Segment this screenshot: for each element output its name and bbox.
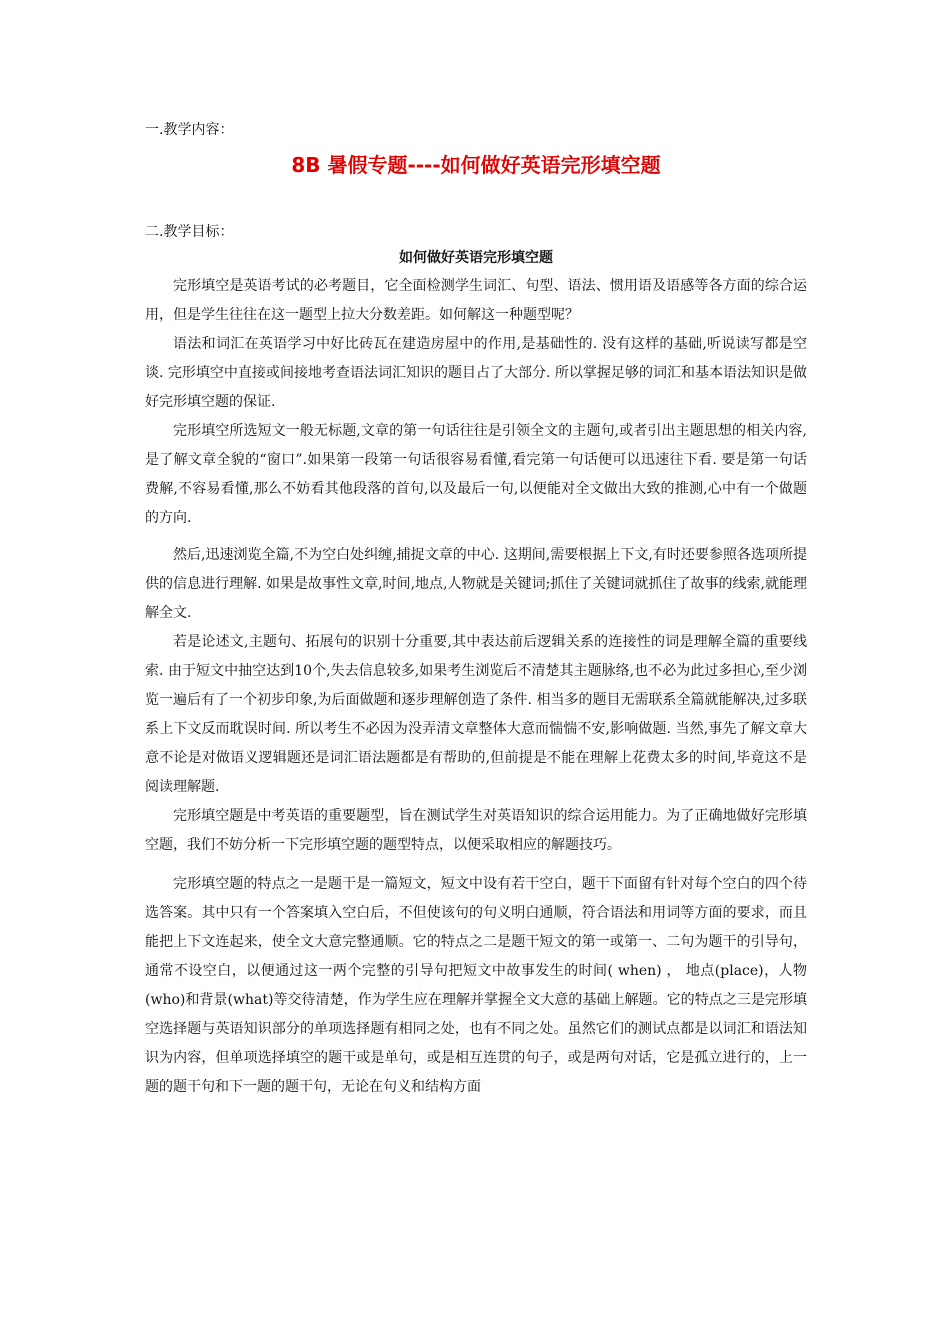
paragraph-first-sentence: 完形填空所选短文一般无标题,文章的第一句话往往是引领全文的主题句,或者引出主题思想的相关内容,是了解文章全貌的“窗口”.如果第一段第一句话很容易看懂,看完第一句话便可以迅速往下看. 要是第一句话费解,不容易看懂,那么不妨看其他段落的首句,以及最后一句,以便能对全文做出大致的推测,心中有一个做题的方向. — [145, 423, 807, 526]
paragraph-argument: 若是论述文,主题句、拓展句的识别十分重要,其中表达前后逻辑关系的连接性的词是理解全篇的重要线索. 由于短文中抽空达到10个,失去信息较多,如果考生浏览后不清楚其主题脉络,也不必为此过多担心,至少浏览一遍后有了一个初步印象,为后面做题和逐步理解创造了条件. 相当多的题目无需联系全篇就能解决,过多联系上下文反而耽误时间. 所以考生不必因为没弄清文章整体大意而惴惴不安,影响做题. 当然,事先了解文章大意不论是对做语义逻辑题还是词汇语法题都是有帮助的,但前提是不能在理解上花费太多的时间,毕竟这不是阅读理解题. — [145, 634, 807, 795]
paragraph-skim: 然后,迅速浏览全篇,不为空白处纠缠,捕捉文章的中心. 这期间,需要根据上下文,有时还要参照各选项所提供的信息进行理解. 如果是故事性文章,时间,地点,人物就是关键词;抓住了关键词就抓住了故事的线索,就能理解全文. — [145, 547, 807, 621]
section1-label: 一.教学内容： — [145, 122, 234, 138]
section2-label: 二.教学目标： — [145, 224, 234, 240]
paragraph-intro: 完形填空是英语考试的必考题目，它全面检测学生词汇、句型、语法、惯用语及语感等各方面的综合运用，但是学生往往在这一题型上拉大分数差距。如何解这一种题型呢？ — [145, 278, 807, 323]
paragraph-features: 完形填空题的特点之一是题干是一篇短文，短文中设有若干空白，题干下面留有针对每个空白的四个待选答案。其中只有一个答案填入空白后，不但使该句的句义明白通顺，符合语法和用词等方面的要求，而且能把上下文连起来，使全文大意完整通顺。它的特点之二是题干短文的第一或第一、二句为题干的引导句，通常不设空白，以便通过这一两个完整的引导句把短文中故事发生的时间( when) ， 地点(place)，人物(who)和背景(what)等交待清楚，作为学生应在理解并掌握全文大意的基础上解题。它的特点之三是完形填空选择题与英语知识部分的单项选择题有相同之处，也有不同之处。虽然它们的测试点都是以词汇和语法知识为内容，但单项选择填空的题干或是单句，或是相互连贯的句子，或是两句对话，它是孤立进行的，上一题的题干句和下一题的题干句，无论在句义和结构方面 — [145, 876, 807, 1095]
paragraph-grammar: 语法和词汇在英语学习中好比砖瓦在建造房屋中的作用,是基础性的. 没有这样的基础,听说读写都是空谈. 完形填空中直接或间接地考查语法词汇知识的题目占了大部分. 所以掌握足够的词汇和基本语法知识是做好完形填空题的保证. — [145, 336, 807, 410]
main-title: 8B 暑假专题----如何做好英语完形填空题 — [291, 153, 661, 177]
paragraph-exam-type: 完形填空题是中考英语的重要题型，旨在测试学生对英语知识的综合运用能力。为了正确地做好完形填空题，我们不妨分析一下完形填空题的题型特点，以便采取相应的解题技巧。 — [145, 808, 807, 853]
document-page — [145, 118, 807, 1102]
sub-title: 如何做好英语完形填空题 — [399, 250, 553, 266]
